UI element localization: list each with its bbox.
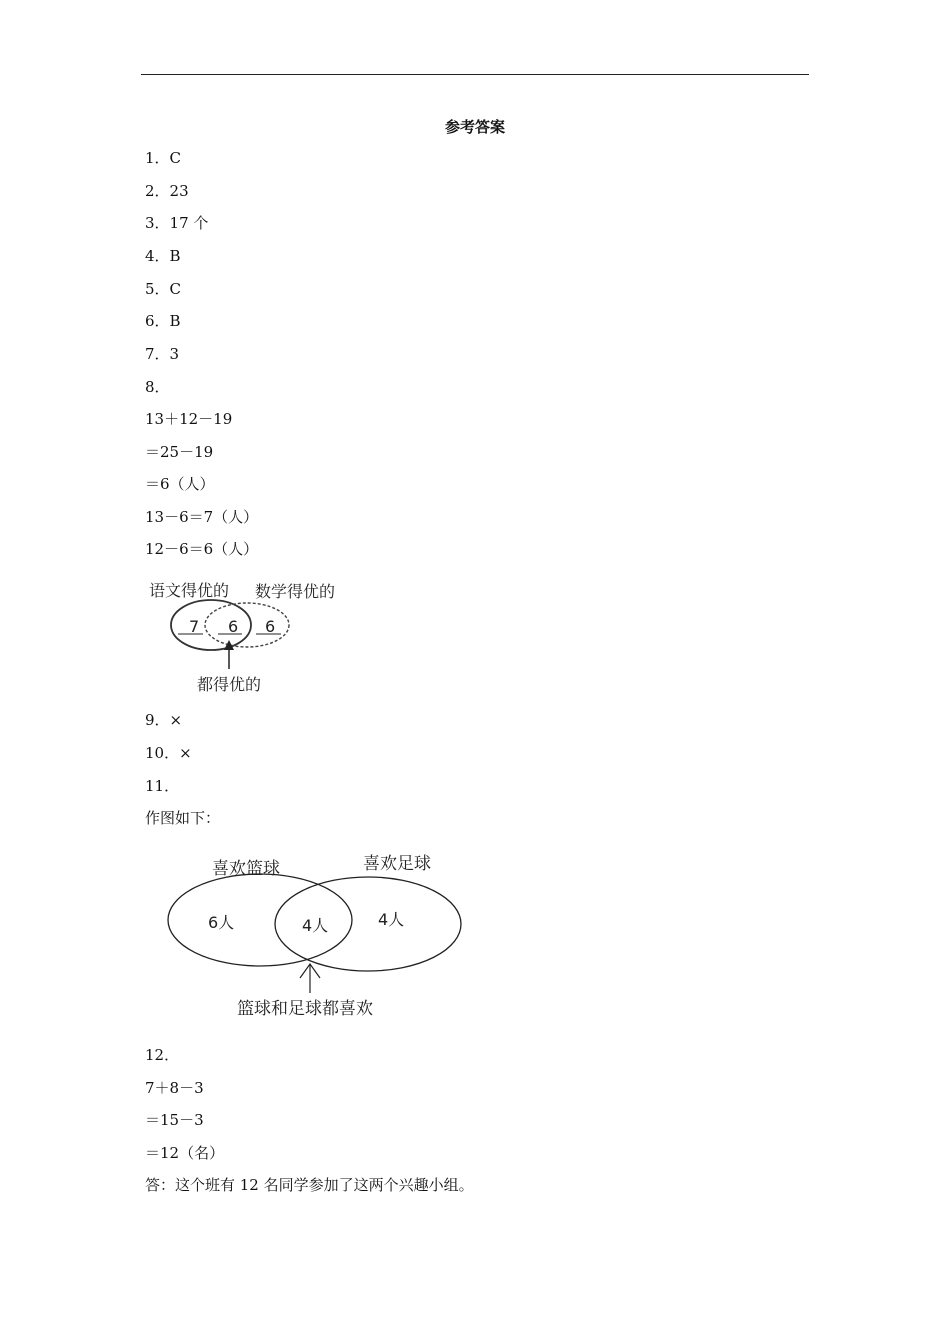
venn1-pointer-label: 都得优的: [197, 675, 262, 694]
answer-11: 11．: [145, 777, 180, 795]
answer-9: 9．×: [145, 711, 183, 729]
q12-step-3: ＝12（名）: [145, 1144, 225, 1162]
venn1-left-circle: [171, 600, 251, 650]
venn2-right-value: 4人: [378, 910, 405, 929]
answer-4: 4．B: [145, 247, 181, 265]
q8-step-4: 13－6＝7（人）: [145, 508, 259, 526]
venn1-right-value: 6: [265, 617, 276, 636]
header-rule: [141, 74, 809, 75]
answer-5: 5．C: [145, 280, 182, 298]
answer-3: 3．17 个: [145, 214, 209, 232]
venn1-both-value: 6: [228, 617, 239, 636]
page-title: 参考答案: [444, 118, 505, 136]
q8-step-5: 12－6＝6（人）: [145, 540, 259, 558]
q12-step-1: 7＋8－3: [145, 1079, 204, 1097]
venn2-left-label: 喜欢篮球: [212, 859, 280, 879]
venn1-right-circle: [205, 603, 289, 647]
answer-6: 6．B: [145, 312, 181, 330]
venn1-left-label: 语文得优的: [149, 581, 230, 600]
q12-step-2: ＝15－3: [145, 1111, 204, 1129]
q8-step-3: ＝6（人）: [145, 475, 215, 493]
answer-10: 10．×: [145, 744, 192, 762]
venn2-both-value: 4人: [302, 916, 329, 935]
answer-12: 12．: [145, 1046, 180, 1064]
venn2-pointer-label: 篮球和足球都喜欢: [237, 999, 373, 1019]
answer-11-intro: 作图如下：: [145, 809, 221, 827]
venn1-right-label: 数学得优的: [255, 582, 336, 601]
q8-step-2: ＝25－19: [145, 443, 214, 461]
venn-diagram-sports: [160, 845, 480, 1025]
answer-1: 1．C: [145, 149, 182, 167]
answer-2: 2．23: [145, 182, 189, 200]
q8-step-1: 13＋12－19: [145, 410, 233, 428]
answer-7: 7．3: [145, 345, 180, 363]
q12-answer: 答：这个班有 12 名同学参加了这两个兴趣小组。: [145, 1176, 474, 1194]
venn-diagram-scores: [140, 572, 360, 700]
venn1-left-value: 7: [189, 617, 200, 636]
venn2-right-label: 喜欢足球: [363, 854, 431, 874]
answer-8: 8．: [145, 378, 170, 396]
venn2-left-value: 6人: [208, 913, 235, 932]
